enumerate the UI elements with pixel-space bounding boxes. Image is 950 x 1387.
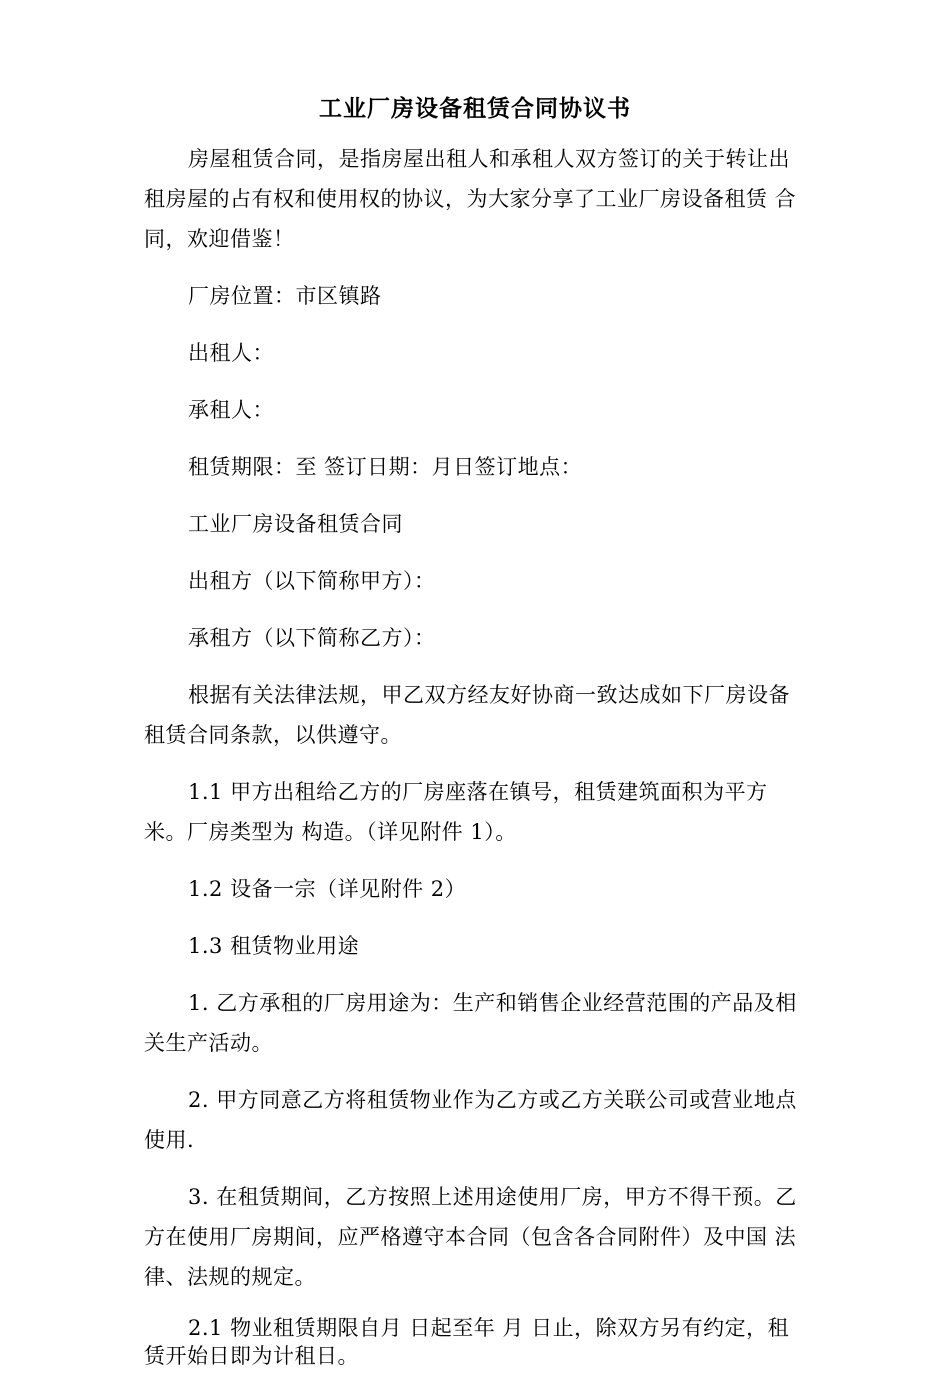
- clause-2-1: 2.1 物业租赁期限自月 日起至年 月 日止，除双方另有约定，租赁开始日即为计租日。: [144, 1316, 790, 1368]
- clause-use-3: 3. 在租赁期间，乙方按照上述用途使用厂房，甲方不得干预。乙方在使用厂房期间，应严格遵守本合同（包含各合同附件）及中国 法律、法规的规定。: [144, 1185, 797, 1289]
- clause-use-2: 2. 甲方同意乙方将租赁物业作为乙方或乙方关联公司或营业地点使用.: [144, 1088, 797, 1152]
- paragraph-agreement: 根据有关法律法规，甲乙双方经友好协商一致达成如下厂房设备 租赁合同条款，以供遵守。: [144, 683, 790, 747]
- clause-use-1: 1. 乙方承租的厂房用途为：生产和销售企业经营范围的产品及相关生产活动。: [144, 991, 797, 1055]
- paragraph-party-a: 出租方（以下简称甲方）：: [188, 569, 436, 593]
- paragraph-lease-term: 租赁期限：至 签订日期：月日签订地点：: [188, 455, 583, 479]
- paragraph-factory-location: 厂房位置：市区镇路: [188, 284, 382, 308]
- paragraph-party-b: 承租方（以下简称乙方）：: [188, 626, 436, 650]
- document-body: [144, 139, 810, 1387]
- clause-1-2: 1.2 设备一宗（详见附件 2）: [188, 877, 467, 901]
- paragraph-lessee: 承租人：: [188, 398, 274, 422]
- paragraph-intro: 房屋租赁合同，是指房屋出租人和承租人双方签订的关于转让出租房屋的占有权和使用权的协议，为大家分享了工业厂房设备租赁 合同，欢迎借鉴！: [144, 147, 797, 251]
- paragraph-contract-heading: 工业厂房设备租赁合同: [188, 512, 403, 536]
- clause-1-1: 1.1 甲方出租给乙方的厂房座落在镇号，租赁建筑面积为平方米。厂房类型为 构造。（详见附件 1）。: [144, 780, 768, 844]
- document-title: 工业厂房设备租赁合同协议书: [319, 96, 631, 122]
- paragraph-lessor: 出租人：: [188, 341, 274, 365]
- clause-1-3: 1.3 租赁物业用途: [188, 934, 360, 958]
